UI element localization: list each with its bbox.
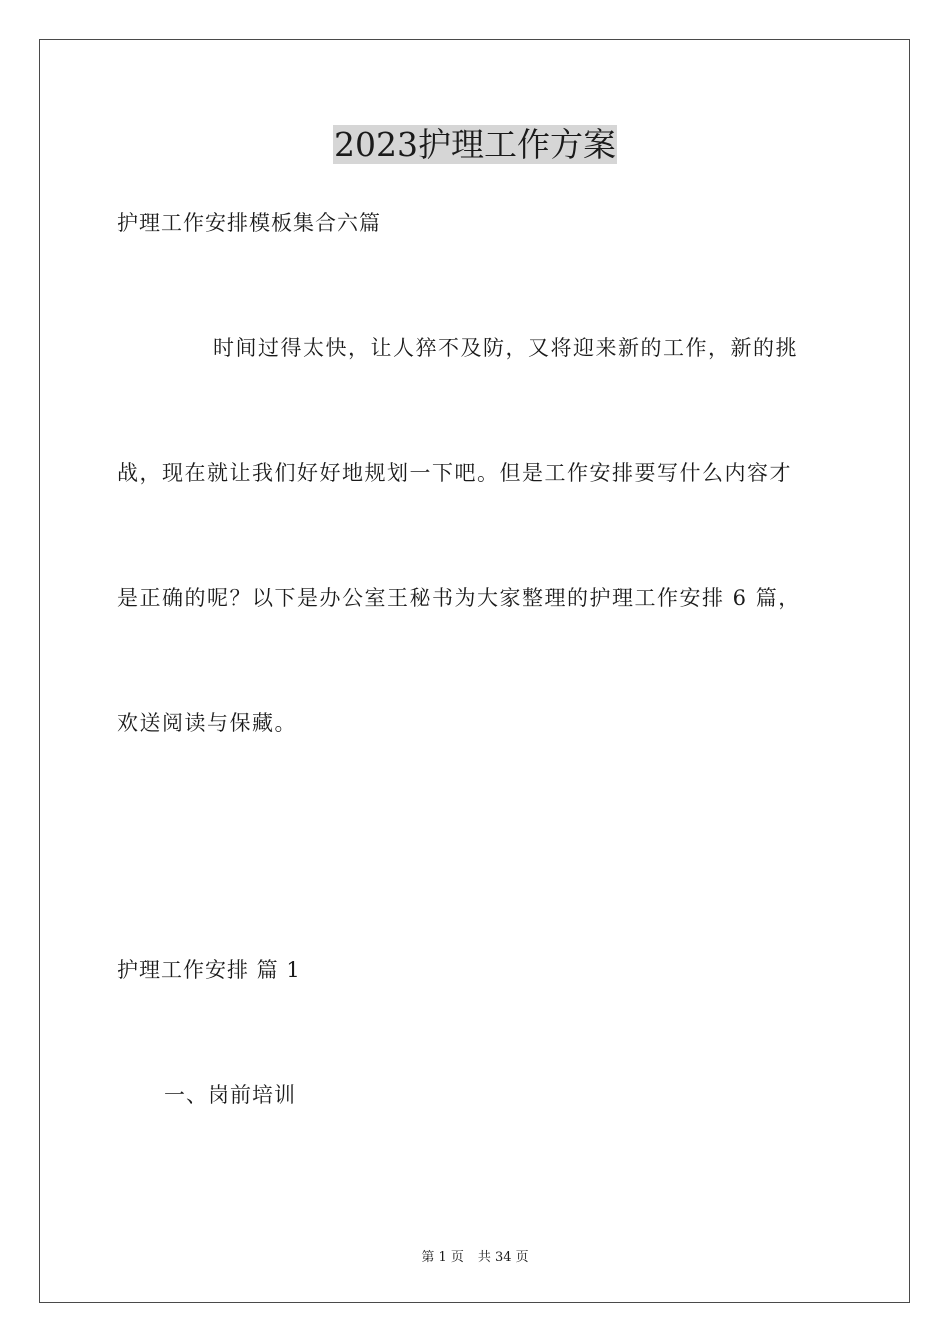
section-heading: 护理工作安排 篇 1 [117, 958, 301, 982]
intro-paragraph-line-2: 战，现在就让我们好好地规划一下吧。但是工作安排要写什么内容才 [117, 461, 792, 485]
document-title-text: 2023护理工作方案 [334, 125, 616, 164]
intro-paragraph-line-4: 欢送阅读与保藏。 [117, 711, 297, 735]
page-number: 第 1 页 [421, 1250, 464, 1265]
document-subtitle: 护理工作安排模板集合六篇 [117, 211, 381, 235]
intro-paragraph-line-1 [117, 333, 833, 363]
document-title [0, 122, 950, 168]
sub-heading: 一、岗前培训 [164, 1083, 296, 1107]
page-total: 共 34 页 [477, 1250, 529, 1265]
intro-line-1-text: 时间过得太快，让人猝不及防，又将迎来新的工作，新的挑 [213, 336, 798, 360]
intro-paragraph-line-3: 是正确的呢？以下是办公室王秘书为大家整理的护理工作安排 6 篇， [117, 586, 801, 610]
page-footer [0, 1249, 950, 1267]
